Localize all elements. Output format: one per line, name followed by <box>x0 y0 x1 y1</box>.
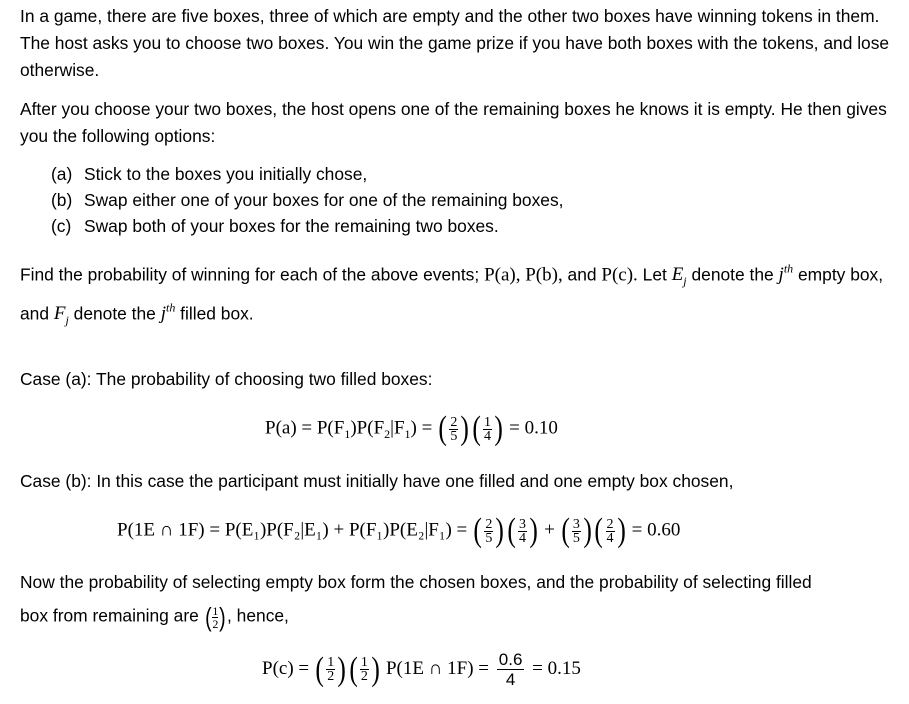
question-text: and <box>567 264 597 285</box>
math-ej: $E_j$ <box>671 264 687 289</box>
question-paragraph <box>20 256 895 334</box>
question-text: denote the <box>73 303 156 324</box>
binomial: ( $\frac{1}{2}$ ) <box>348 650 380 688</box>
question-text: empty box, and <box>20 264 884 324</box>
question-text: Let <box>642 264 667 285</box>
binomial: ( $\frac{2}{4}$ ) <box>594 512 626 549</box>
binomial: ( $\frac{3}{5}$ ) <box>560 512 592 549</box>
binomial: ( $\frac{1}{2}$ ) <box>204 602 226 632</box>
option-b <box>51 187 564 213</box>
case-b-heading: Case (b): In this case the participant must initially have one filled and one empty box chosen, <box>20 471 734 491</box>
question-text: denote the <box>691 264 774 285</box>
setup-paragraph: After you choose your two boxes, the host opens one of the remaining boxes he knows it is empty. He then gives you the following options: <box>20 99 887 146</box>
case-c-equation: P(c) = ( $\frac{1}{2}$ ) ( $\frac{1}{2}$ ) P(1E ∩ 1F) = $\frac{0.6}{4}$ = 0.15 <box>262 650 581 689</box>
option-c <box>51 213 499 239</box>
binomial: ( $\frac{3}{4}$ ) <box>507 512 538 549</box>
binomial: ( $\frac{1}{4}$ ) <box>472 410 503 447</box>
option-label: (b) <box>51 190 73 210</box>
math-jth: $j^{th}$ <box>778 262 794 286</box>
option-text: Stick to the boxes you initially chose, <box>84 164 368 184</box>
question-text: Find the probability of winning for each of the above events; <box>20 264 480 285</box>
explanation-line-2: box from remaining are ( $\frac{1}{2}$ ) , hence, <box>20 602 289 632</box>
math-expression: P(c). <box>601 264 638 286</box>
binomial: ( $\frac{2}{5}$ ) <box>473 512 505 549</box>
case-a-heading: Case (a): The probability of choosing two filled boxes: <box>20 369 433 389</box>
binomial: ( $\frac{1}{2}$ ) <box>315 650 347 688</box>
question-text: filled box. <box>180 303 254 324</box>
binomial: ( $\frac{2}{5}$ ) <box>438 410 470 447</box>
option-label: (c) <box>51 216 72 236</box>
math-fj: $F_j$ <box>53 303 69 328</box>
fraction: $\frac{0.6}{4}$ <box>498 650 523 689</box>
explanation-line-1: Now the probability of selecting empty box form the chosen boxes, and the probability of selecting filled <box>20 572 812 592</box>
intro-paragraph: In a game, there are five boxes, three of which are empty and the other two boxes have winning tokens in them. The host asks you to choose two boxes. You win the game prize if you have both boxes with the tokens, and lose otherwise. <box>20 6 890 80</box>
math-expression: P(a), P(b), <box>484 264 563 286</box>
case-a-equation: $P(a) = P(F_1)P(F_2|F_1)$ = ( $\frac{2}{5}$ ) ( $\frac{1}{4}$ ) = 0.10 <box>265 410 558 447</box>
option-text: Swap both of your boxes for the remaining two boxes. <box>84 216 499 236</box>
option-label: (a) <box>51 164 73 184</box>
math-jth: $j^{th}$ <box>160 301 176 325</box>
option-text: Swap either one of your boxes for one of the remaining boxes, <box>84 190 564 210</box>
option-a <box>51 161 367 187</box>
case-b-equation: P(1E ∩ 1F) = P(E₁)P(F₂|E₁) + P(F₁)P(E₂|F₁) = ( $\frac{2}{5}$ ) ( $\frac{3}{4}$ ) + ( $\frac{3}{5}$ ) ( $\frac{2}{4}$ ) = 0.60 <box>117 512 681 549</box>
